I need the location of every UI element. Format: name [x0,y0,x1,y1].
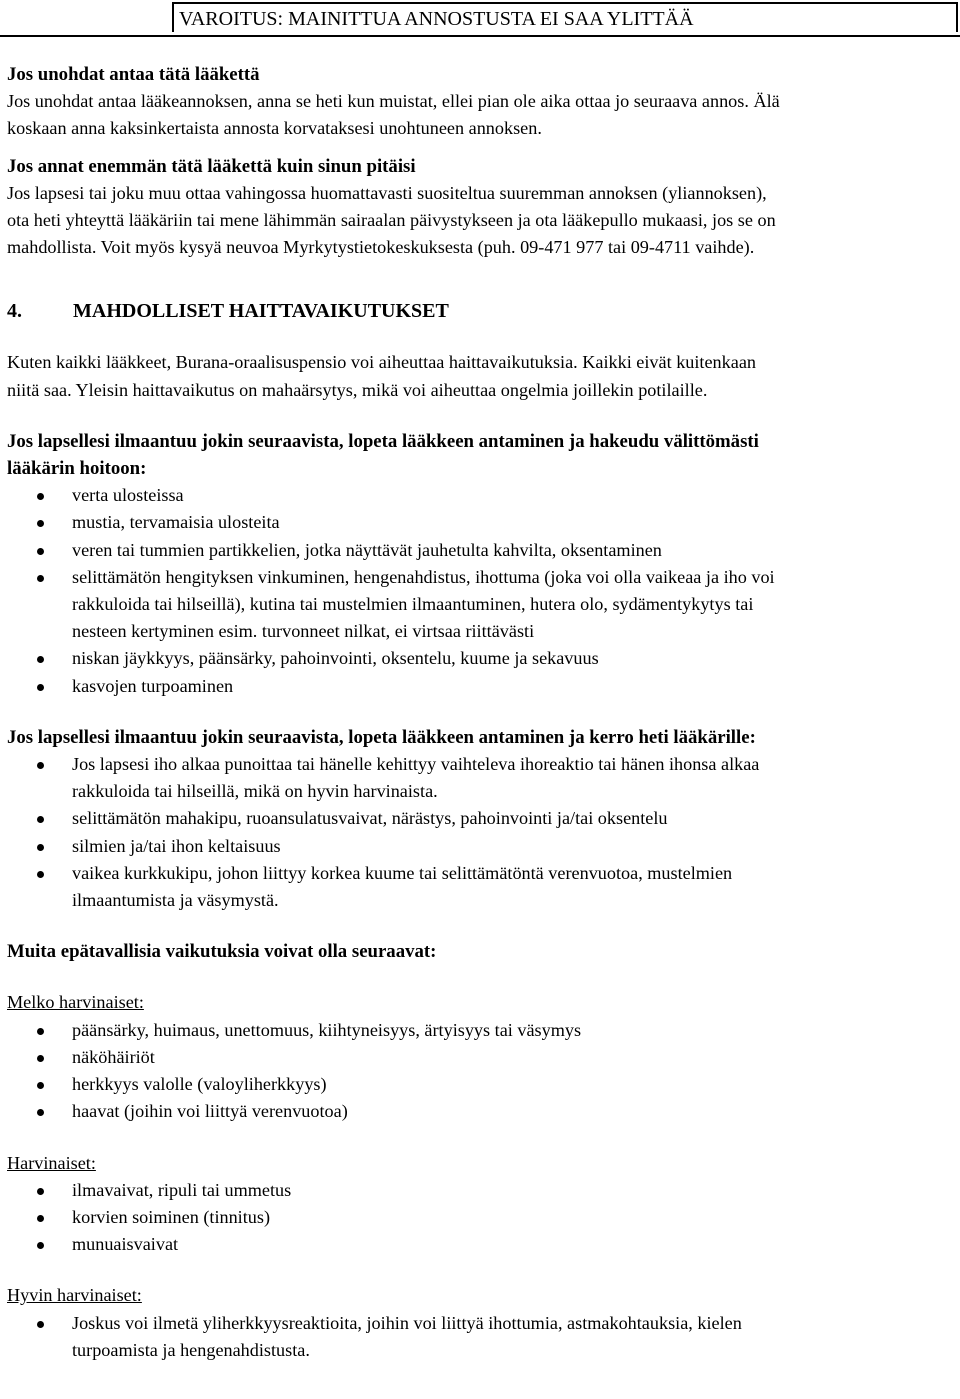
overdose-line: ota heti yhteyttä lääkäriin tai mene lähimmän sairaalan päivystykseen ja ota lääkepullo mukaasi, jos se on [7,210,776,231]
bullet-icon [37,684,44,691]
frequency-label: Melko harvinaiset: [7,992,144,1013]
list-item: mustia, tervamaisia ulosteita [7,509,953,536]
list-item: selittämätön hengityksen vinkuminen, hengenahdistus, ihottuma (joka voi olla vaikeaa ja iho voi rakkuloida tai hilseillä), kutina tai mustelmien ilmaantuminen, hutera olo, sydämentykytys tai nesteen kertyminen esim. turvonneet nilkat, ei virtsaa riittävästi [7,564,953,646]
bullet-icon [37,816,44,823]
stop-tell-heading: Jos lapsellesi ilmaantuu jokin seuraavista, lopeta lääkkeen antaminen ja kerro heti lääkärille: [7,726,756,748]
list-item: Joskus voi ilmetä yliherkkyysreaktioita, joihin voi liittyä ihottumia, astmakohtauksia, kielen turpoamista ja hengenahdistusta. [7,1310,953,1364]
bullet-icon [37,1028,44,1035]
list-item: veren tai tummien partikkelien, jotka näyttävät jauhetulta kahvilta, oksentaminen [7,537,953,564]
stop-tell-list [7,751,953,914]
bullet-icon [37,493,44,500]
section-number: 4. [7,300,22,323]
bullet-icon [37,1242,44,1249]
list-item: munuaisvaivat [7,1231,953,1258]
bullet-icon [37,575,44,582]
stop-seek-heading: lääkärin hoitoon: [7,458,147,480]
list-item: korvien soiminen (tinnitus) [7,1204,953,1231]
section-title-text: MAHDOLLISET HAITTAVAIKUTUKSET [73,300,449,323]
bullet-icon [37,1215,44,1222]
bullet-icon [37,520,44,527]
bullet-icon [37,1321,44,1328]
list-item: kasvojen turpoaminen [7,673,953,700]
list-item: selittämätön mahakipu, ruoansulatusvaivat, närästys, pahoinvointi ja/tai oksentelu [7,805,953,832]
list-item: silmien ja/tai ihon keltaisuus [7,833,953,860]
forgot-line: Jos unohdat antaa lääkeannoksen, anna se heti kun muistat, ellei pian ole aika ottaa jo seuraava annos. Älä [7,91,780,112]
bullet-icon [37,1082,44,1089]
list-item: päänsärky, huimaus, unettomuus, kiihtyneisyys, ärtyisyys tai väsymys [7,1017,953,1044]
bullet-icon [37,1109,44,1116]
forgot-line: koskaan anna kaksinkertaista annosta korvataksesi unohtuneen annoksen. [7,118,542,139]
bullet-icon [37,548,44,555]
list-item: herkkyys valolle (valoyliherkkyys) [7,1071,953,1098]
list-item: Jos lapsesi iho alkaa punoittaa tai hänelle kehittyy vaihteleva ihoreaktio tai hänen ihonsa alkaa rakkuloida tai hilseillä, mikä on hyvin harvinaista. [7,751,953,805]
list-item: niskan jäykkyys, päänsärky, pahoinvointi, oksentelu, kuume ja sekavuus [7,645,953,672]
overdose-line: Jos lapsesi tai joku muu ottaa vahingossa huomattavasti suositeltua suuremman annoksen (yliannoksen), [7,182,767,203]
overdose-line: mahdollista. Voit myös kysyä neuvoa Myrkytystietokeskuksesta (puh. 09-471 977 tai 09-4711 vaihde). [7,237,755,258]
section-4-intro-line: niitä saa. Yleisin haittavaikutus on mahaärsytys, mikä voi aiheuttaa ongelmia joillekin potilaille. [7,379,708,400]
list-item: haavat (joihin voi liittyä verenvuotoa) [7,1098,953,1125]
bullet-icon [37,1055,44,1062]
warning-box: VAROITUS: MAINITTUA ANNOSTUSTA EI SAA YLITTÄÄ [172,2,958,32]
stop-seek-list [7,482,953,700]
uncommon-list [7,1017,953,1126]
section-4-title [7,297,953,325]
forgot-heading: Jos unohdat antaa tätä lääkettä [7,64,260,85]
overdose-heading: Jos annat enemmän tätä lääkettä kuin sinun pitäisi [7,155,416,177]
bullet-icon [37,656,44,663]
list-item: vaikea kurkkukipu, johon liittyy korkea kuume tai selittämätöntä verenvuotoa, mustelmien ilmaantumista ja väsymystä. [7,860,953,914]
document-content [7,61,953,1364]
very-rare-list [7,1310,953,1364]
list-item: ilmavaivat, ripuli tai ummetus [7,1177,953,1204]
bullet-icon [37,1188,44,1195]
bullet-icon [37,844,44,851]
frequency-label: Hyvin harvinaiset: [7,1285,142,1306]
bullet-icon [37,871,44,878]
horizontal-rule [0,35,960,37]
other-effects-heading: Muita epätavallisia vaikutuksia voivat olla seuraavat: [7,941,437,963]
bullet-icon [37,762,44,769]
list-item: verta ulosteissa [7,482,953,509]
section-4-intro-line: Kuten kaikki lääkkeet, Burana-oraalisuspensio voi aiheuttaa haittavaikutuksia. Kaikki eivät kuitenkaan [7,352,756,373]
frequency-label: Harvinaiset: [7,1152,96,1173]
list-item: näköhäiriöt [7,1044,953,1071]
stop-seek-heading: Jos lapsellesi ilmaantuu jokin seuraavista, lopeta lääkkeen antaminen ja hakeudu välittömästi [7,430,759,452]
rare-list [7,1177,953,1259]
